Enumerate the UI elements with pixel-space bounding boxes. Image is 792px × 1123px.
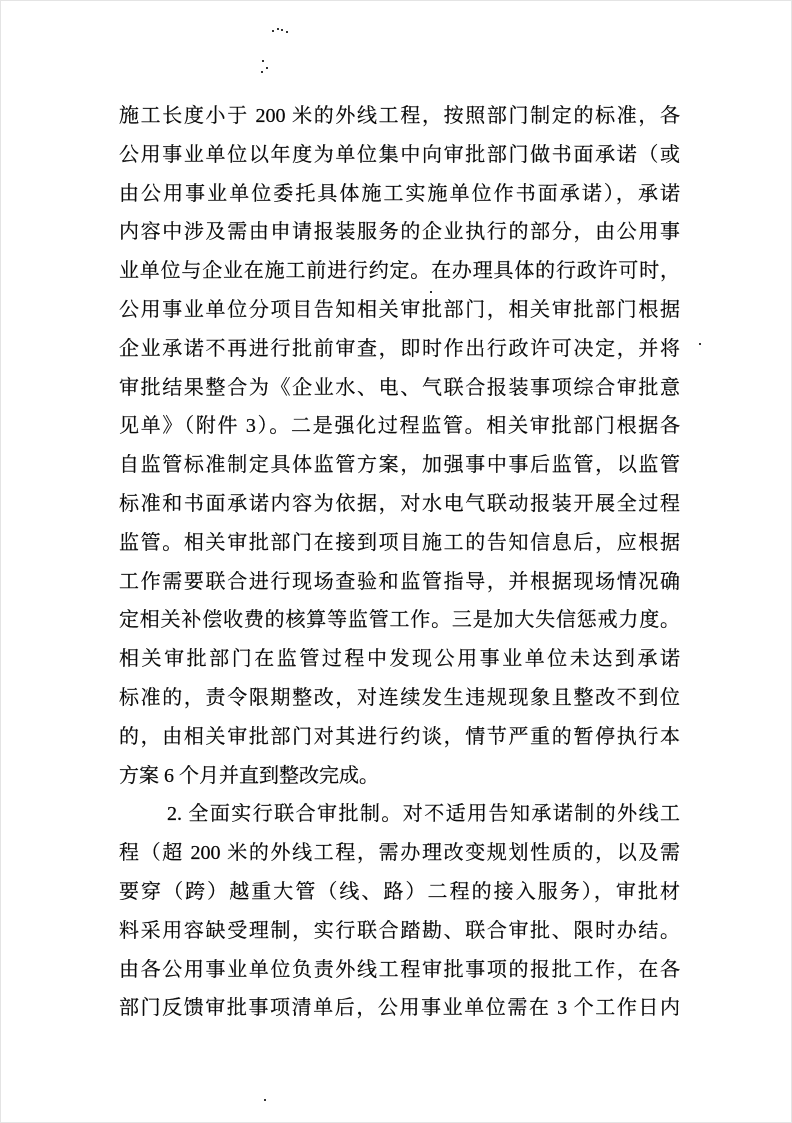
- text-line: 部门反馈审批事项清单后，公用事业单位需在 3 个工作日内: [119, 997, 680, 1020]
- text-line-paragraph-end: 方案 6 个月并直到整改完成。: [119, 764, 379, 787]
- text-line: 审批结果整合为《企业水、电、气联合报装事项综合审批意: [119, 376, 680, 399]
- scan-speckle: [281, 29, 283, 31]
- text-line: 监管。相关审批部门在接到项目施工的告知信息后，应根据: [119, 531, 680, 554]
- text-line: 企业承诺不再进行批前审查，即时作出行政许可决定，并将: [119, 337, 680, 360]
- text-line: 自监管标准制定具体监管方案，加强事中事后监管，以监管: [119, 454, 680, 477]
- text-line-paragraph-start: 2. 全面实行联合审批制。对不适用告知承诺制的外线工: [167, 803, 680, 826]
- scan-speckle: [262, 60, 264, 62]
- text-line: 由各公用事业单位负责外线工程审批事项的报批工作，在各: [119, 958, 680, 981]
- text-line: 公用事业单位分项目告知相关审批部门，相关审批部门根据: [119, 298, 680, 321]
- document-text-block: [119, 97, 680, 1028]
- text-line: 公用事业单位以年度为单位集中向审批部门做书面承诺（或: [119, 143, 680, 166]
- text-line: 工作需要联合进行现场查验和监管指导，并根据现场情况确: [119, 570, 680, 593]
- scan-speckle: [266, 67, 268, 69]
- scan-speckle: [264, 1099, 266, 1101]
- text-line: 标准和书面承诺内容为依据，对水电气联动报装开展全过程: [119, 492, 680, 515]
- text-line: 定相关补偿收费的核算等监管工作。三是加大失信惩戒力度。: [119, 609, 680, 632]
- text-line: 程（超 200 米的外线工程，需办理改变规划性质的，以及需: [119, 842, 680, 865]
- text-line: 相关审批部门在监管过程中发现公用事业单位未达到承诺: [119, 648, 680, 671]
- scan-speckle: [277, 28, 279, 30]
- scan-speckle: [286, 31, 288, 33]
- text-line: 的，由相关审批部门对其进行约谈，情节严重的暂停执行本: [119, 725, 680, 748]
- scan-speckle: [430, 291, 432, 293]
- text-line: 内容中涉及需由申请报装服务的企业执行的部分，由公用事: [119, 221, 680, 244]
- scan-speckle: [699, 343, 701, 345]
- text-line: 要穿（跨）越重大管（线、路）二程的接入服务），审批材: [119, 880, 680, 903]
- text-line: 由公用事业单位委托具体施工实施单位作书面承诺），承诺: [119, 182, 680, 205]
- text-line: 见单》（附件 3）。二是强化过程监管。相关审批部门根据各: [119, 415, 680, 438]
- scan-speckle: [261, 71, 263, 73]
- text-line: 标准的，责令限期整改，对连续发生违规现象且整改不到位: [119, 686, 680, 709]
- scan-speckle: [272, 30, 274, 32]
- text-line: 施工长度小于 200 米的外线工程，按照部门制定的标准，各: [119, 105, 680, 127]
- text-line: 业单位与企业在施工前进行约定。在办理具体的行政许可时，: [119, 260, 680, 283]
- text-line: 料采用容缺受理制，实行联合踏勘、联合审批、限时办结。: [119, 919, 680, 942]
